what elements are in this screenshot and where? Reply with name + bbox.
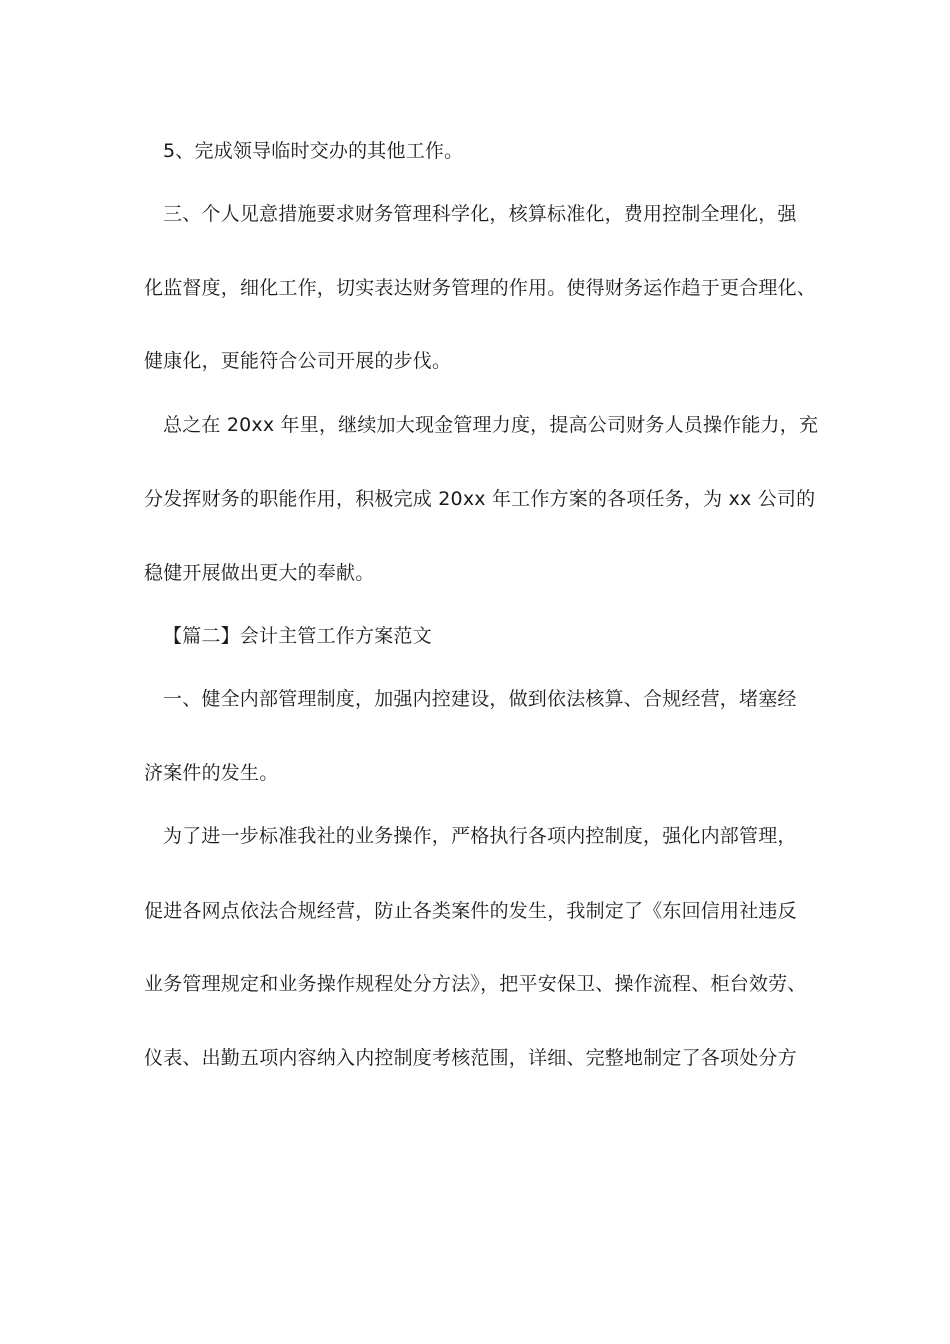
paragraph-line: 促进各网点依法合规经营，防止各类案件的发生，我制定了《东回信用社违反 [144,900,797,922]
paragraph-line: 5、完成领导临时交办的其他工作。 [163,140,464,162]
paragraph-line: 化监督度，细化工作，切实表达财务管理的作用。使得财务运作趋于更合理化、 [144,277,817,299]
paragraph-line: 总之在 20xx 年里，继续加大现金管理力度，提高公司财务人员操作能力，充 [163,414,819,436]
paragraph-line: 仪表、出勤五项内容纳入内控制度考核范围，详细、完整地制定了各项处分方 [144,1047,797,1069]
paragraph-line: 业务管理规定和业务操作规程处分方法》，把平安保卫、操作流程、柜台效劳、 [144,973,807,995]
paragraph-line: 济案件的发生。 [144,762,279,784]
paragraph-line: 分发挥财务的职能作用，积极完成 20xx 年工作方案的各项任务，为 xx 公司的 [144,488,816,510]
paragraph-line: 为了进一步标准我社的业务操作，严格执行各项内控制度，强化内部管理， [163,825,797,847]
paragraph-line: 稳健开展做出更大的奉献。 [144,562,375,584]
section-heading: 【篇二】会计主管工作方案范文 [163,625,432,647]
paragraph-line: 一、健全内部管理制度，加强内控建设，做到依法核算、合规经营，堵塞经 [163,688,797,710]
paragraph-line: 三、个人见意措施要求财务管理科学化，核算标准化，费用控制全理化，强 [163,203,797,225]
paragraph-line: 健康化，更能符合公司开展的步伐。 [144,350,452,372]
